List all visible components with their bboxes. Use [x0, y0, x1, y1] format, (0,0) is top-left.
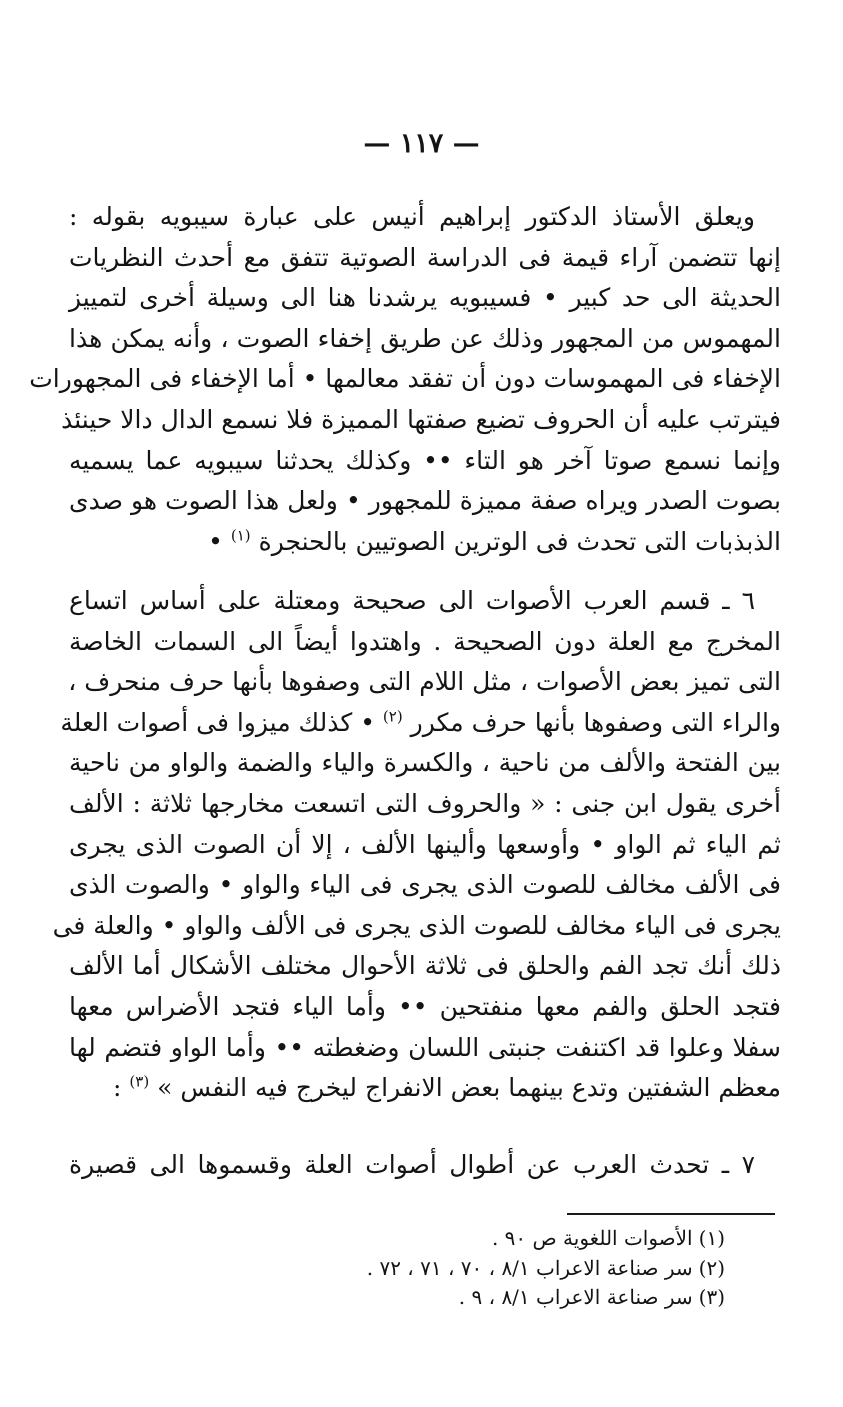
text-line: أخرى يقول ابن جنى : « والحروف التى اتسعت مخارجها ثلاثة : الألف: [69, 788, 781, 818]
text-line: بصوت الصدر ويراه صفة مميزة للمجهور • ولعل هذا الصوت هو صدى: [69, 486, 781, 516]
footnote-text: الأصوات اللغوية ص ٩٠ .: [491, 1226, 693, 1250]
line-end-mark: •: [208, 526, 231, 556]
text-line: وإنما نسمع صوتا آخر هو التاء •• وكذلك يحدثنا سيبويه عما يسميه: [69, 445, 781, 475]
line-text: الذبذبات التى تحدث فى الوترين الصوتيين بالحنجرة: [258, 526, 781, 556]
footnote-reference: (١): [230, 526, 251, 545]
text-line: ذلك أنك تجد الفم والحلق فى ثلاثة الأحوال مختلف الأشكال أما الألف: [69, 951, 781, 981]
text-line: المهموس من المجهور وذلك عن طريق إخفاء الصوت ، وأنه يمكن هذا: [69, 323, 781, 353]
text-line: إنها تتضمن آراء قيمة فى الدراسة الصوتية تتفق مع أحدث النظريات: [69, 242, 781, 272]
footnote-number: (٢): [698, 1255, 725, 1280]
text-line: فى الألف مخالف للصوت الذى يجرى فى الياء والواو • والصوت الذى: [69, 870, 781, 900]
text-line: ٦ ـ قسم العرب الأصوات الى صحيحة ومعتلة على أساس اتساع: [69, 586, 755, 615]
text-line: بين الفتحة والألف من ناحية ، والكسرة والياء والضمة والواو من ناحية: [69, 748, 781, 778]
line-text: والراء التى وصفوها بأنها حرف مكرر: [410, 707, 781, 737]
text-line: المخرج مع العلة دون الصحيحة . واهتدوا أيضاً الى السمات الخاصة: [69, 626, 781, 656]
footnote-item: [85, 1254, 725, 1284]
text-line: فيترتب عليه أن الحروف تضيع صفتها المميزة فلا نسمع الدال دالا حينئذ: [61, 404, 781, 434]
paragraph-section-7: [69, 1145, 781, 1186]
line-end-mark: :: [113, 1073, 130, 1103]
footnote-number: (١): [698, 1226, 725, 1250]
text-line: يجرى فى الياء مخالف للصوت الذى يجرى فى الألف والواو • والعلة فى: [52, 910, 781, 940]
text-line: [69, 1068, 781, 1109]
text-line: التى تميز بعض الأصوات ، مثل اللام التى وصفوها بأنها حرف منحرف ،: [68, 667, 781, 697]
text-line: ثم الياء ثم الواو • وأوسعها وألينها الألف ، إلا أن الصوت الذى يجرى: [69, 829, 781, 859]
footnotes: [85, 1224, 725, 1313]
text-line: سفلا وعلوا قد اكتنفت جنبتى اللسان وضغطته •• وأما الواو فتضم لها: [69, 1032, 781, 1062]
text-line: الحديثة الى حد كبير • فسيبويه يرشدنا هنا الى وسيلة أخرى لتمييز: [69, 283, 781, 313]
text-line: فتجد الحلق والفم معها منفتحين •• وأما الياء فتجد الأضراس معها: [69, 991, 781, 1021]
footnote-number: (٣): [698, 1285, 725, 1309]
line-text: معظم الشفتين وتدع بينهما بعض الانفراج ليخرج فيه النفس »: [157, 1073, 781, 1103]
page-number: — ١١٧ —: [363, 128, 480, 159]
text-line: [69, 522, 781, 563]
footnote-text: سر صناعة الاعراب ٨/١ ، ٩ .: [458, 1285, 693, 1309]
text-line: الإخفاء فى المهموسات دون أن تفقد معالمها • أما الإخفاء فى المجهورات: [29, 364, 781, 394]
paragraph-quote-commentary: [29, 197, 781, 562]
line-text-continued: • كذلك ميزوا فى أصوات العلة: [60, 707, 383, 737]
paragraph-section-6: [52, 581, 781, 1109]
text-line: [60, 703, 781, 744]
footnote-text: سر صناعة الاعراب ٨/١ ، ٧٠ ، ٧١ ، ٧٢ .: [366, 1255, 693, 1280]
text-line: ويعلق الأستاذ الدكتور إبراهيم أنيس على عبارة سيبويه بقوله :: [69, 202, 755, 231]
text-line: ٧ ـ تحدث العرب عن أطوال أصوات العلة وقسموها الى قصيرة: [69, 1150, 755, 1179]
footnote-separator: [567, 1213, 775, 1215]
footnote-item: [85, 1283, 725, 1313]
footnote-reference: (٣): [129, 1072, 150, 1091]
footnote-item: [85, 1224, 725, 1254]
footnote-reference: (٢): [382, 707, 403, 726]
